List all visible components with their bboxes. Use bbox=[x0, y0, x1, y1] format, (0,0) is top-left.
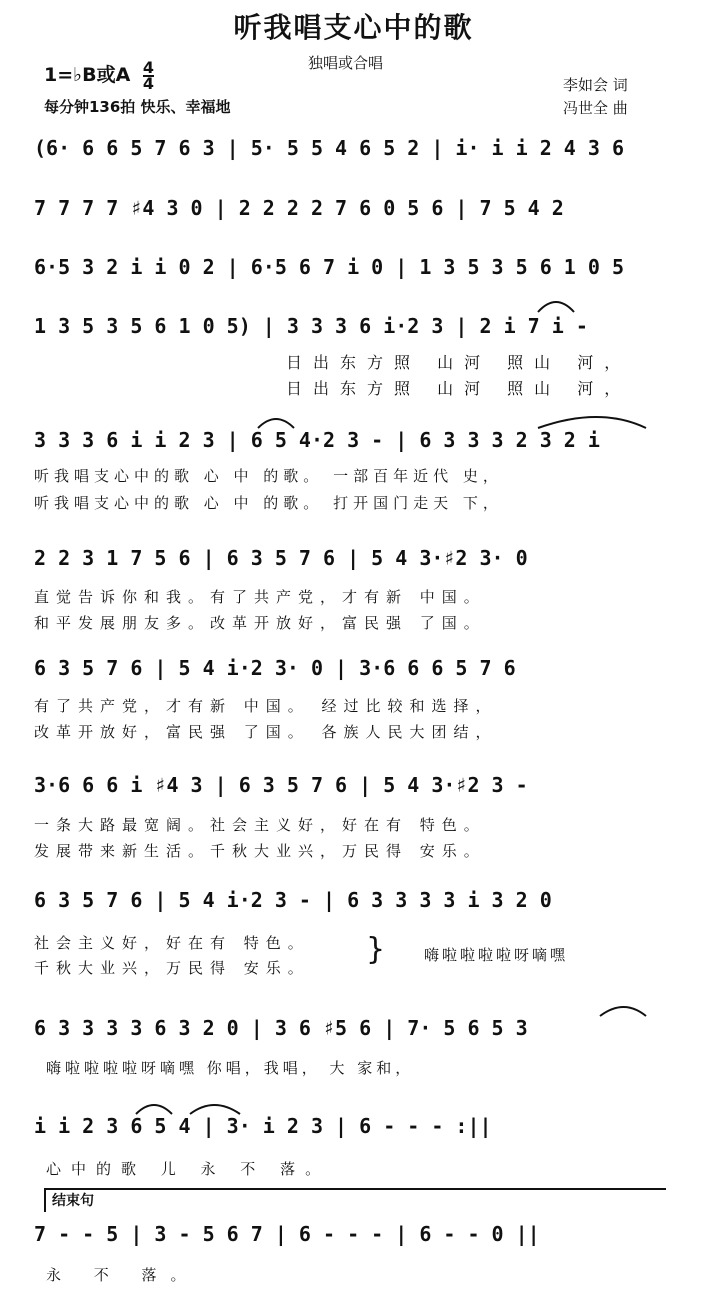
notation-row-9: 6 3 5 7 6 | 5 4 i·2 3 - | 6 3 3 3 3 i 3 2 0 bbox=[34, 888, 552, 912]
lyric-row-7-verse-1: 有了共产党，才有新 中国。 经过比较和选择， bbox=[34, 697, 498, 715]
composer-credit: 冯世全 曲 bbox=[563, 99, 628, 117]
slur-icon bbox=[136, 1105, 172, 1114]
key-text: 1=♭B或A bbox=[44, 64, 131, 86]
lyric-row-8-verse-1: 一条大路最宽阔。社会主义好，好在有 特色。 bbox=[34, 816, 486, 834]
lyric-row-7-verse-2: 改革开放好，富民强 了国。 各族人民大团结， bbox=[34, 723, 498, 741]
notation-row-10: 6 3 3 3 3 6 3 2 0 | 3 6 ♯5 6 | 7· 5 6 5 3 bbox=[34, 1016, 528, 1040]
lyric-row-9-verse-1: 社会主义好，好在有 特色。 bbox=[34, 934, 310, 952]
notation-row-6: 2 2 3 1 7 5 6 | 6 3 5 7 6 | 5 4 3·♯2 3· 0 bbox=[34, 546, 528, 570]
slur-icon bbox=[190, 1105, 240, 1114]
song-title: 听我唱支心中的歌 bbox=[233, 11, 474, 44]
notation-row-8: 3·6 6 6 i ♯4 3 | 6 3 5 7 6 | 5 4 3·♯2 3 - bbox=[34, 773, 528, 797]
tempo-marking: 每分钟136拍 快乐、幸福地 bbox=[44, 98, 231, 116]
lyric-row-6-verse-1: 直觉告诉你和我。有了共产党，才有新 中国。 bbox=[34, 588, 486, 606]
lyric-row-4-verse-1: 日出东方照 山河 照山 河， bbox=[286, 353, 632, 372]
time-bottom: 4 bbox=[142, 73, 155, 93]
lyricist-credit: 李如会 词 bbox=[563, 76, 628, 94]
ending-label: 结束句 bbox=[52, 1193, 94, 1209]
notation-row-5: 3 3 3 6 i i 2 3 | 6 5 4·2 3 - | 6 3 3 3 2 3 2 i bbox=[34, 428, 600, 452]
notation-row-2: 7 7 7 7 ♯4 3 0 | 2 2 2 2 7 6 0 5 6 | 7 5 4 2 bbox=[34, 196, 564, 220]
notation-row-12: 7 - - 5 | 3 - 5 6 7 | 6 - - - | 6 - - 0 || bbox=[34, 1222, 540, 1246]
lyric-row-8-verse-2: 发展带来新生活。千秋大业兴，万民得 安乐。 bbox=[34, 842, 486, 860]
lyric-row-9-verse-2: 千秋大业兴，万民得 安乐。 bbox=[34, 959, 310, 977]
lyric-row-12: 永 不 落。 bbox=[46, 1266, 200, 1284]
lyric-row-5-verse-2: 听我唱支心中的歌 心 中 的歌。 打开国门走天 下， bbox=[34, 494, 503, 512]
slur-icon bbox=[538, 417, 646, 428]
notation-row-3: 6·5 3 2 i i 0 2 | 6·5 6 7 i 0 | 1 3 5 3 5 6 1 0 5 bbox=[34, 255, 625, 279]
notation-row-11: i i 2 3 6 5 4 | 3· i 2 3 | 6 - - - :|| bbox=[34, 1114, 492, 1138]
lyric-row-4-verse-2: 日出东方照 山河 照山 河， bbox=[286, 379, 632, 398]
lyric-row-10: 嗨啦啦啦啦呀嘀嘿 你唱，我唱， 大 家和， bbox=[46, 1059, 415, 1077]
slur-icon bbox=[258, 419, 294, 428]
notation-row-7: 6 3 5 7 6 | 5 4 i·2 3· 0 | 3·6 6 6 5 7 6 bbox=[34, 656, 516, 680]
slur-icon bbox=[600, 1007, 646, 1016]
lyric-row-11: 心中的歌 儿 永 不 落。 bbox=[46, 1160, 331, 1178]
slur-icon bbox=[538, 302, 574, 312]
notation-row-1: (6· 6 6 5 7 6 3 | 5· 5 5 4 6 5 2 | i· i i 2 4 3 6 bbox=[34, 136, 625, 160]
lyric-row-6-verse-2: 和平发展朋友多。改革开放好，富民强 了国。 bbox=[34, 614, 486, 632]
time-top: 4 bbox=[142, 57, 155, 77]
performance-type: 独唱或合唱 bbox=[308, 54, 384, 72]
lyric-row-5-verse-1: 听我唱支心中的歌 心 中 的歌。 一部百年近代 史， bbox=[34, 467, 503, 485]
lyric-row-9-side: 嗨啦啦啦啦呀嘀嘿 bbox=[424, 946, 569, 964]
notation-row-4: 1 3 5 3 5 6 1 0 5) | 3 3 3 6 i·2 3 | 2 i 7 i - bbox=[34, 314, 588, 338]
verse-brace-icon: } bbox=[366, 932, 386, 967]
